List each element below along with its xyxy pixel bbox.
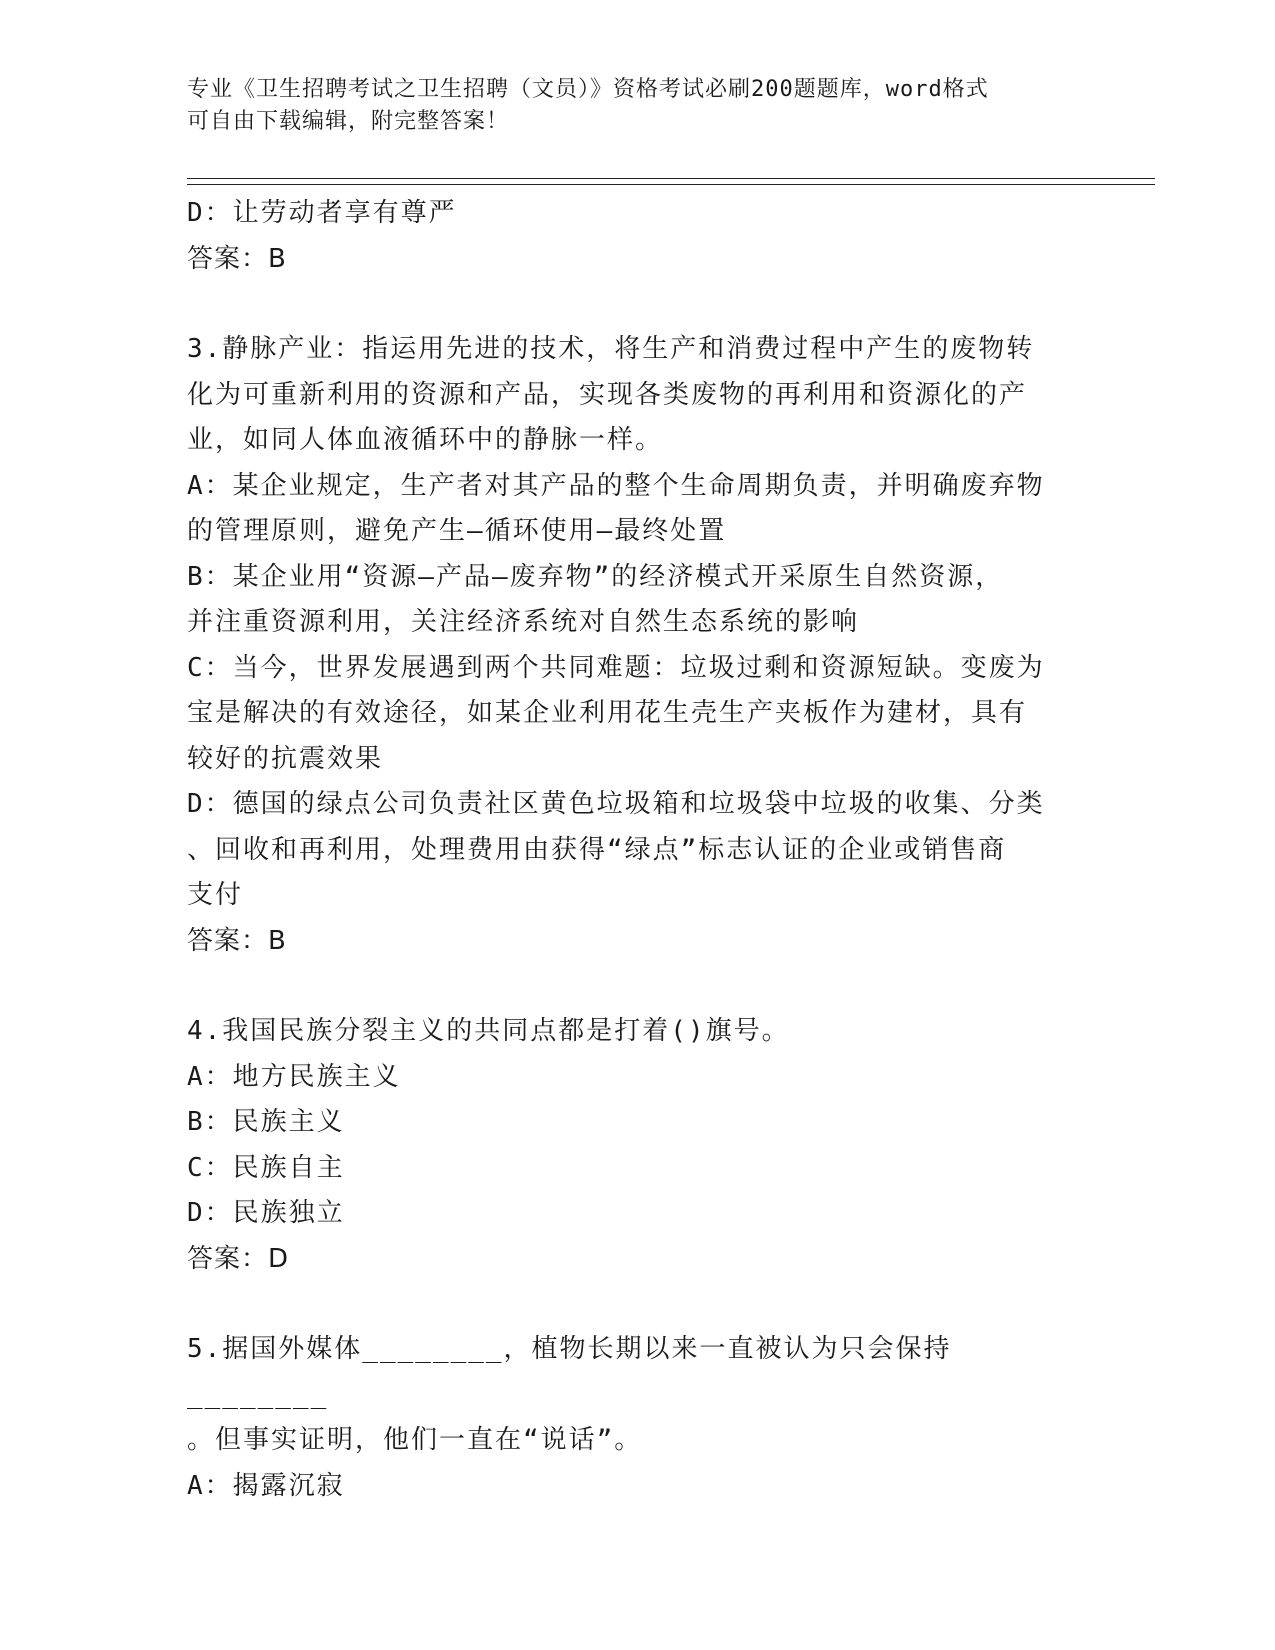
q3-option-a-line-2: 的管理原则，避免产生—循环使用—最终处置 — [187, 516, 727, 546]
header-divider-top — [187, 178, 1155, 179]
q4-answer: 答案：D — [187, 1243, 290, 1274]
page-header — [187, 74, 1067, 138]
q3-option-d-line-1: D：德国的绿点公司负责社区黄色垃圾箱和垃圾袋中垃圾的收集、分类 — [187, 789, 1045, 819]
q3-option-c-line-2: 宝是解决的有效途径，如某企业利用花生壳生产夹板作为建材，具有 — [187, 698, 1028, 728]
q4-option-b: B：民族主义 — [187, 1107, 345, 1137]
q3-answer: 答案：B — [187, 925, 287, 956]
question-content — [187, 191, 1092, 1509]
q4-option-d: D：民族独立 — [187, 1198, 345, 1228]
q3-option-d-line-2: 、回收和再利用，处理费用由获得“绿点”标志认证的企业或销售商 — [187, 834, 1007, 865]
q4-stem: 4.我国民族分裂主义的共同点都是打着()旗号。 — [187, 1016, 790, 1046]
q3-option-a-line-1: A：某企业规定，生产者对其产品的整个生命周期负责，并明确废弃物 — [187, 470, 1045, 501]
q5-stem-line-2: 。但事实证明，他们一直在“说话”。 — [187, 1425, 643, 1455]
q2-answer: 答案：B — [187, 243, 287, 274]
q3-option-b-line-1: B：某企业用“资源—产品—废弃物”的经济模式开采原生自然资源， — [187, 561, 1004, 592]
q3-option-b-line-2: 并注重资源利用，关注经济系统对自然生态系统的影响 — [187, 607, 860, 637]
q3-option-c-line-3: 较好的抗震效果 — [187, 743, 384, 774]
q3-stem-line-1: 3.静脉产业：指运用先进的技术，将生产和消费过程中产生的废物转 — [187, 334, 1035, 364]
spacer — [187, 1282, 1092, 1327]
q4-option-a: A：地方民族主义 — [187, 1061, 401, 1092]
q5-stem-line-1: 5.据国外媒体________，植物长期以来一直被认为只会保持________ — [187, 1334, 952, 1410]
q4-option-c: C：民族自主 — [187, 1152, 345, 1183]
q3-stem-line-3: 业，如同人体血液循环中的静脉一样。 — [187, 425, 664, 455]
header-line-1: 专业《卫生招聘考试之卫生招聘（文员）》资格考试必刷200题题库，word格式 — [187, 77, 989, 102]
spacer — [187, 282, 1092, 327]
header-divider-bottom — [187, 184, 1155, 185]
q3-stem-line-2: 化为可重新利用的资源和产品，实现各类废物的再利用和资源化的产 — [187, 379, 1028, 410]
q5-option-a: A：揭露沉寂 — [187, 1470, 345, 1501]
spacer — [187, 964, 1092, 1009]
q3-option-d-line-3: 支付 — [187, 880, 244, 910]
q3-option-c-line-1: C：当今，世界发展遇到两个共同难题：垃圾过剩和资源短缺。变废为 — [187, 652, 1045, 683]
q2-option-d: D：让劳动者享有尊严 — [187, 198, 457, 228]
header-line-2: 可自由下载编辑，附完整答案！ — [187, 109, 510, 134]
